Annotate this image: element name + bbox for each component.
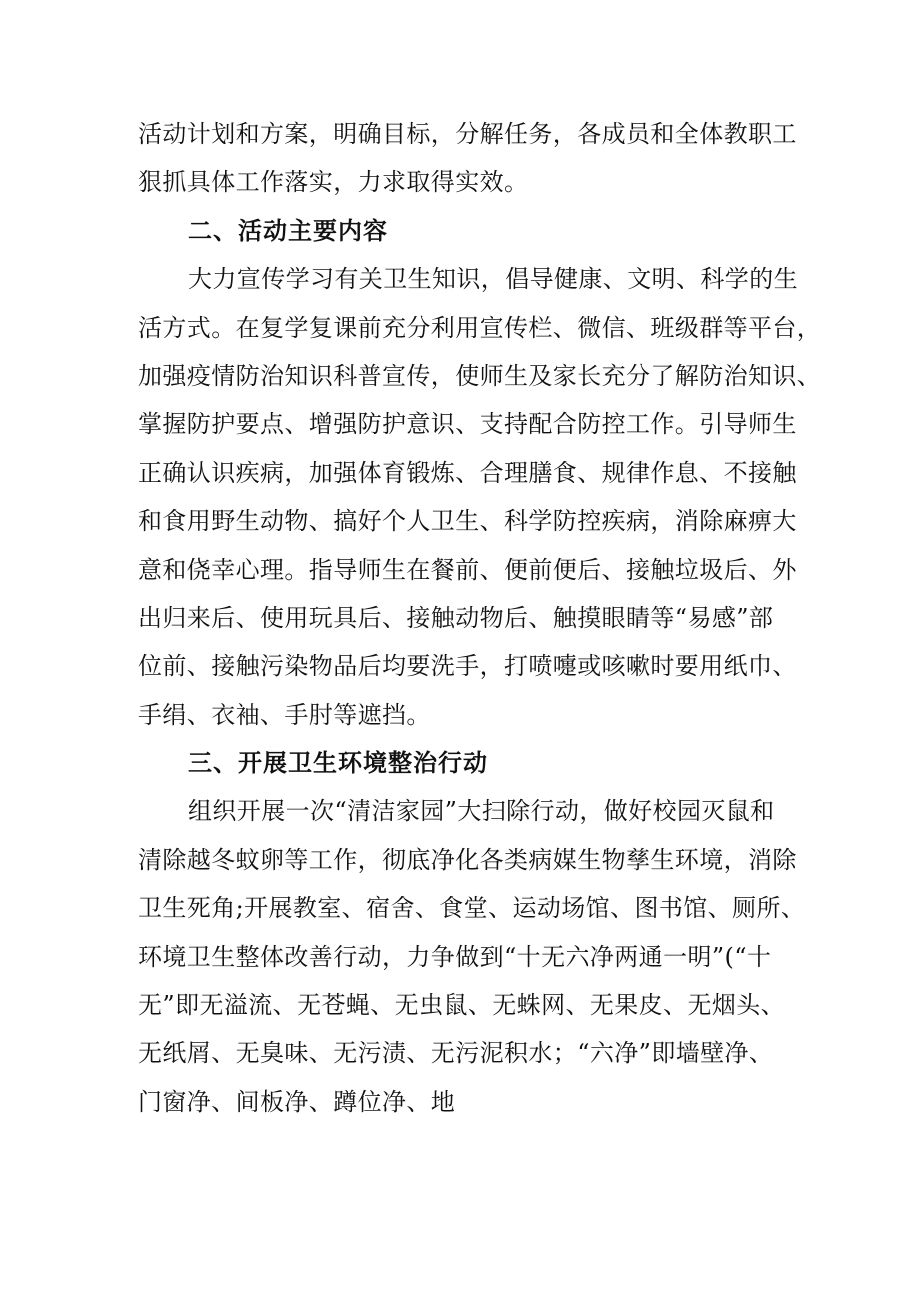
body-line: 意和侥幸心理。指导师生在餐前、便前便后、接触垃圾后、外	[138, 555, 797, 584]
body-line: 正确认识疾病，加强体育锻炼、合理膳食、规律作息、不接触	[138, 458, 797, 487]
body-line: 活方式。在复学复课前充分利用宣传栏、微信、班级群等平台，	[138, 313, 822, 342]
body-line: 出归来后、使用玩具后、接触动物后、触摸眼睛等“易感”部	[138, 603, 774, 632]
body-line: 和食用野生动物、搞好个人卫生、科学防控疾病，消除麻痹大	[138, 507, 797, 536]
body-line: 位前、接触污染物品后均要洗手，打喷嚏或咳嗽时要用纸巾、	[138, 652, 797, 681]
body-line: 无”即无溢流、无苍蝇、无虫鼠、无蛛网、无果皮、无烟头、	[138, 991, 786, 1020]
body-line: 无纸屑、无臭味、无污渍、无污泥积水；“六净”即墙壁净、	[138, 1039, 774, 1068]
section-heading: 二、活动主要内容	[188, 216, 388, 245]
body-line: 组织开展一次“清洁家园”大扫除行动，做好校园灭鼠和	[188, 797, 775, 826]
body-line: 卫生死角;开展教室、宿舍、食堂、运动场馆、图书馆、厕所、	[138, 894, 806, 923]
body-line: 掌握防护要点、增强防护意识、支持配合防控工作。引导师生	[138, 410, 797, 439]
body-line: 大力宣传学习有关卫生知识，倡导健康、文明、科学的生	[188, 265, 798, 294]
body-line: 加强疫情防治知识科普宣传，使师生及家长充分了解防治知识、	[138, 361, 822, 390]
section-heading: 三、开展卫生环境整治行动	[188, 749, 488, 778]
body-line: 清除越冬蚊卵等工作，彻底净化各类病媒生物孳生环境，消除	[138, 845, 797, 874]
document-body	[138, 110, 822, 1126]
body-line: 手绢、衣袖、手肘等遮挡。	[138, 700, 431, 729]
body-line: 门窗净、间板净、蹲位净、地	[138, 1087, 456, 1116]
body-line: 活动计划和方案，明确目标，分解任务，各成员和全体教职工	[138, 120, 797, 148]
body-line: 环境卫生整体改善行动，力争做到“十无六净两通一明”(“十	[138, 942, 772, 971]
body-line: 狠抓具体工作落实，力求取得实效。	[138, 168, 529, 197]
